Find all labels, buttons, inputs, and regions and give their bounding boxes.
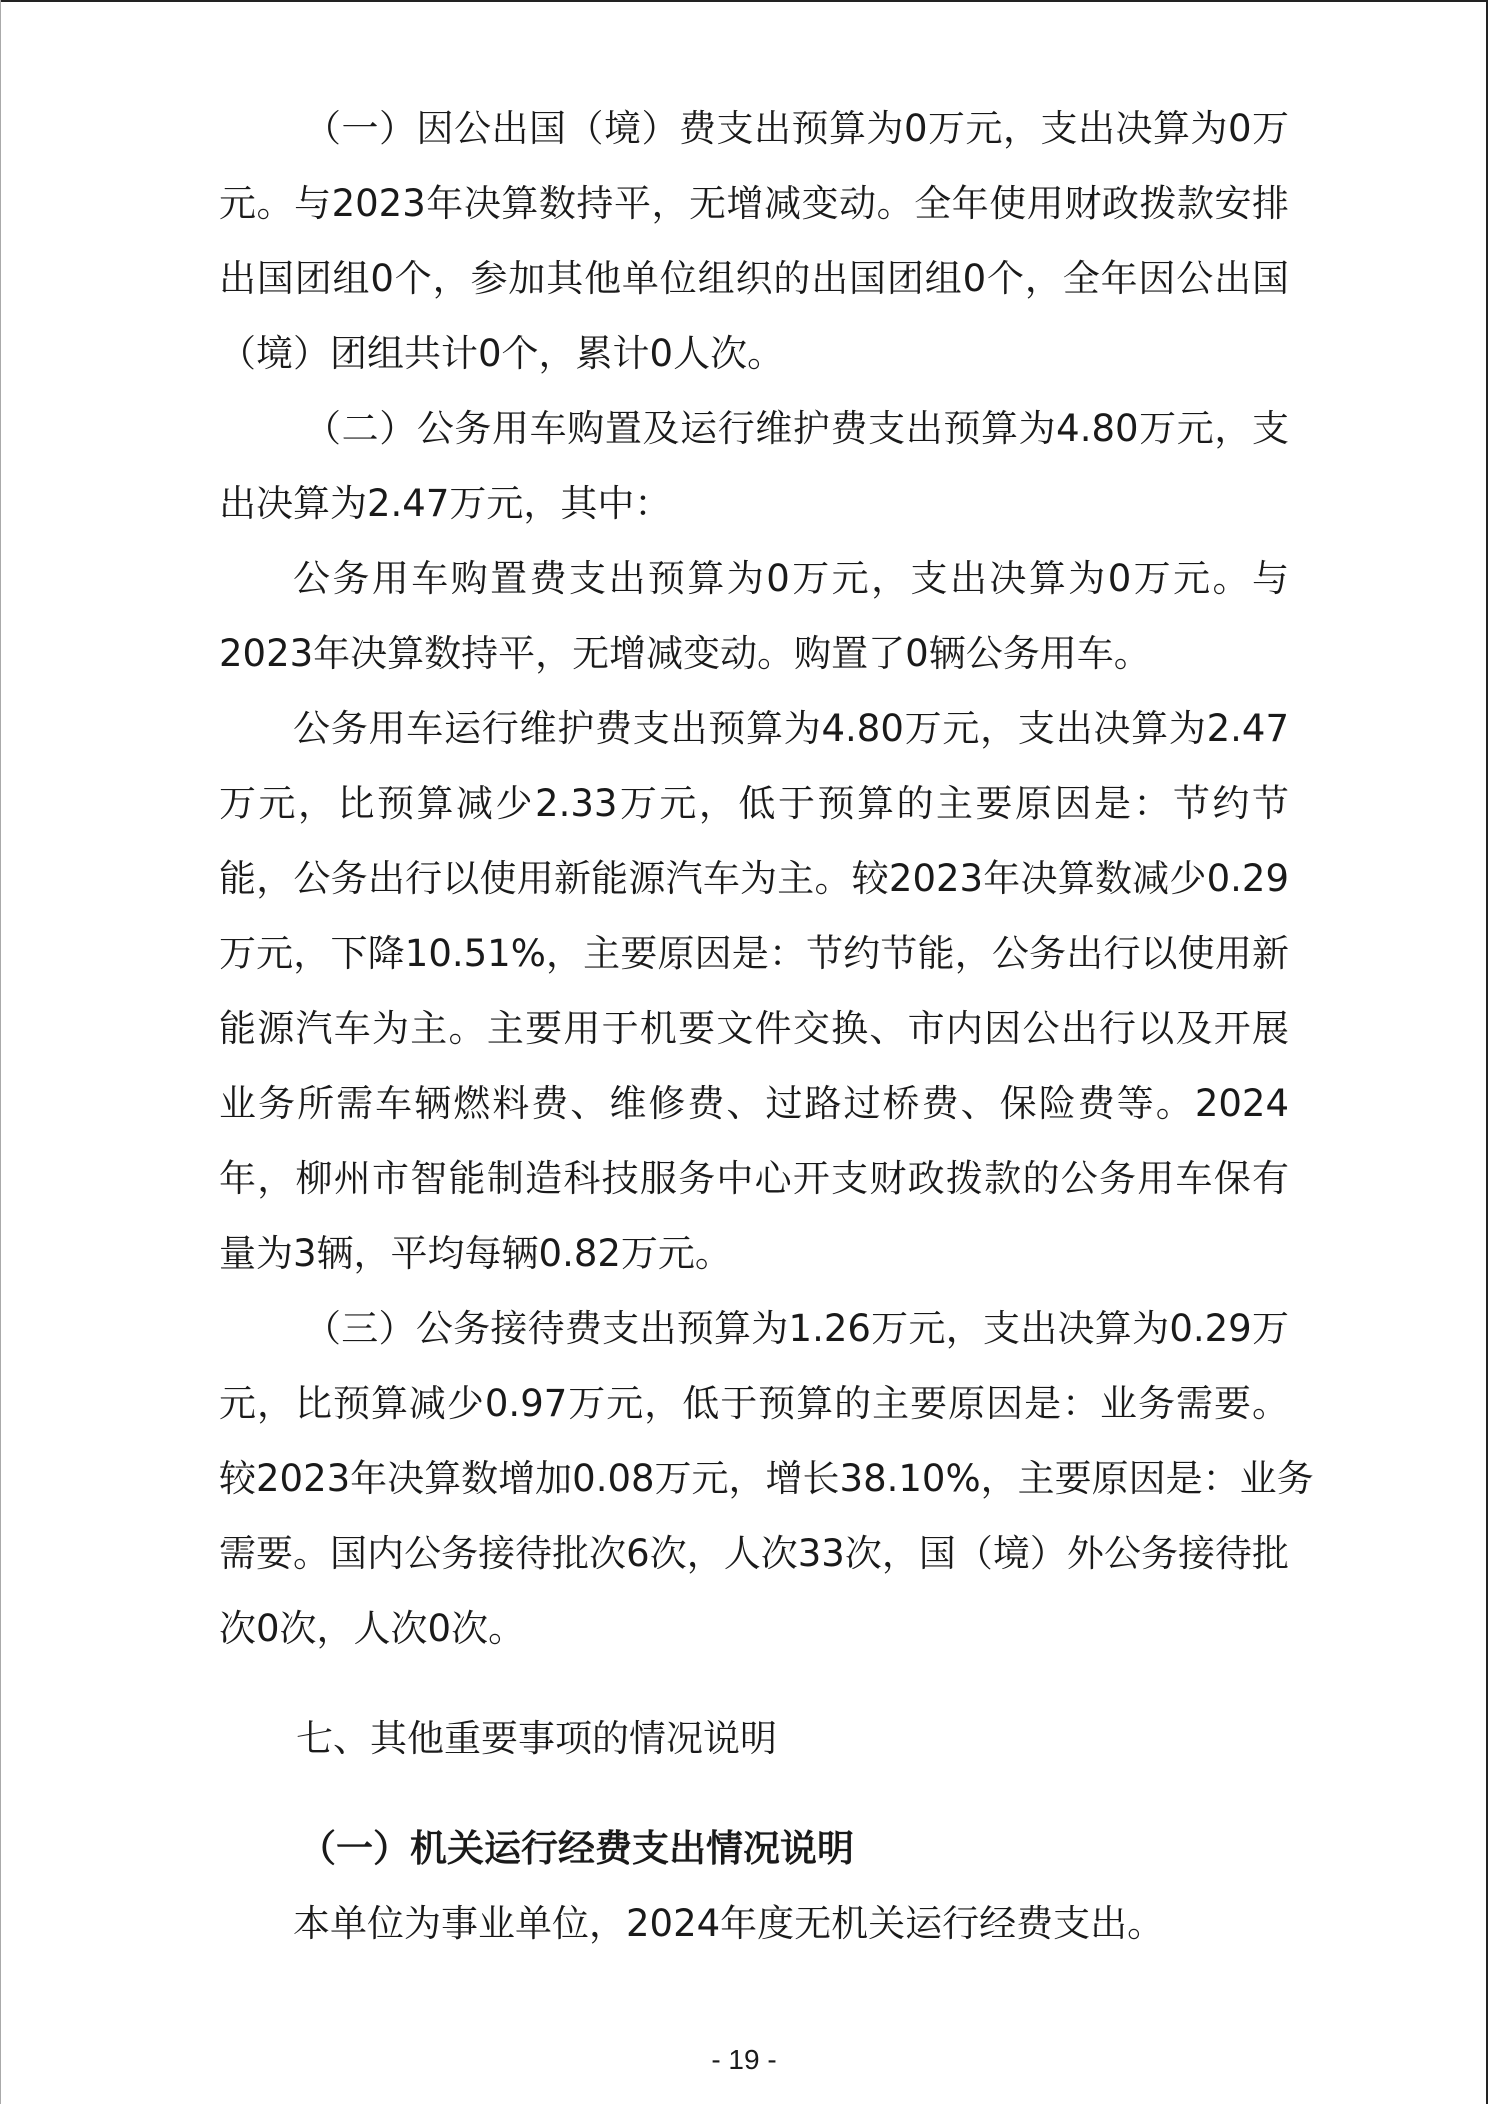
paragraph-line: （一）因公出国（境）费支出预算为0万元，支出决算为0万 (304, 107, 1289, 150)
paragraph-line: 较2023年决算数增加0.08万元，增长38.10%，主要原因是：业务 (219, 1457, 1314, 1500)
section-heading: 七、其他重要事项的情况说明 (296, 1717, 777, 1760)
paragraph-line: 元。与2023年决算数持平，无增减变动。全年使用财政拨款安排 (219, 182, 1289, 225)
paragraph-line: 出决算为2.47万元，其中： (219, 482, 672, 525)
paragraph-line: 需要。国内公务接待批次6次，人次33次，国（境）外公务接待批 (219, 1532, 1289, 1575)
paragraph-line: 次0次，人次0次。 (219, 1607, 526, 1650)
paragraph-line: （三）公务接待费支出预算为1.26万元，支出决算为0.29万 (304, 1307, 1289, 1350)
paragraph-line: 本单位为事业单位，2024年度无机关运行经费支出。 (293, 1902, 1165, 1945)
paragraph-line: 万元，比预算减少2.33万元，低于预算的主要原因是：节约节 (219, 782, 1289, 825)
page-border-left (0, 0, 1, 2104)
paragraph-line: 出国团组0个，参加其他单位组织的出国团组0个，全年因公出国 (219, 257, 1289, 300)
paragraph-line: 公务用车购置费支出预算为0万元，支出决算为0万元。与 (293, 557, 1289, 600)
paragraph-line: 能，公务出行以使用新能源汽车为主。较2023年决算数减少0.29 (219, 857, 1289, 900)
paragraph-line: 2023年决算数持平，无增减变动。购置了0辆公务用车。 (219, 632, 1151, 675)
paragraph-line: （二）公务用车购置及运行维护费支出预算为4.80万元，支 (304, 407, 1289, 450)
paragraph-line: 能源汽车为主。主要用于机要文件交换、市内因公出行以及开展 (219, 1007, 1289, 1050)
page-border-top (0, 0, 1488, 2)
subsection-heading: （一）机关运行经费支出情况说明 (299, 1827, 854, 1870)
paragraph-line: 元，比预算减少0.97万元，低于预算的主要原因是：业务需要。 (219, 1382, 1289, 1425)
paragraph-line: 公务用车运行维护费支出预算为4.80万元，支出决算为2.47 (293, 707, 1289, 750)
paragraph-line: 量为3辆，平均每辆0.82万元。 (219, 1232, 732, 1275)
paragraph-line: 年，柳州市智能制造科技服务中心开支财政拨款的公务用车保有 (219, 1157, 1289, 1200)
paragraph-line: 业务所需车辆燃料费、维修费、过路过桥费、保险费等。2024 (219, 1082, 1289, 1125)
paragraph-line: （境）团组共计0个，累计0人次。 (219, 332, 785, 375)
page-number: - 19 - (711, 2044, 777, 2075)
paragraph-line: 万元，下降10.51%，主要原因是：节约节能，公务出行以使用新 (219, 932, 1289, 975)
